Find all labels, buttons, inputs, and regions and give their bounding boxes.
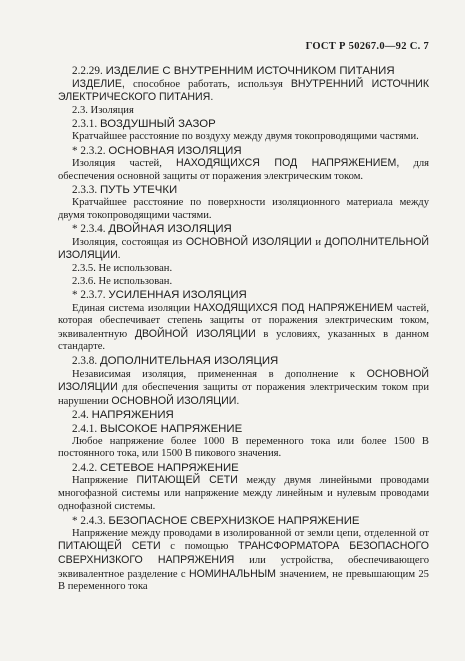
section-heading bbox=[58, 65, 429, 78]
text-run: Единая система изоляции bbox=[72, 302, 194, 314]
text-run: 2.3.1. bbox=[72, 118, 100, 131]
text-run: 2.4.1. bbox=[72, 423, 100, 436]
section-heading bbox=[58, 145, 429, 158]
defined-term: ОСНОВНОЙ ИЗОЛЯЦИИ. bbox=[111, 394, 240, 407]
defined-term: НАХОДЯЩИХСЯ ПОД НАПРЯЖЕНИЕМ, bbox=[176, 157, 400, 170]
text-run: * 2.3.4. bbox=[72, 223, 109, 236]
section-heading bbox=[58, 223, 429, 236]
paragraph bbox=[58, 302, 429, 354]
text-run: для обеспечения защиты от поражения электрическим током при нарушении bbox=[58, 382, 429, 407]
defined-term: НАХОДЯЩИХСЯ ПОД НАПРЯЖЕНИЕМ bbox=[193, 301, 393, 314]
section-heading bbox=[58, 355, 429, 368]
section-heading bbox=[58, 289, 429, 302]
text-run: Любое напряжение более 1000 В переменного тока или более 1500 В постоянного тока, или 1500 В пикового значения. bbox=[58, 435, 429, 460]
defined-term: УСИЛЕННАЯ ИЗОЛЯЦИЯ bbox=[108, 289, 247, 302]
text-run: способное работать, используя bbox=[133, 78, 291, 90]
text-run: * 2.3.7. bbox=[72, 289, 109, 302]
text-run: Кратчайшее расстояние по воздуху между двумя токопроводящими частями. bbox=[72, 130, 419, 142]
defined-term: БЕЗОПАСНОЕ СВЕРХНИЗКОЕ НАПРЯЖЕНИЕ bbox=[108, 515, 360, 528]
text-run: * 2.3.2. bbox=[72, 144, 109, 157]
text-run: значением, не превышающим 25 В переменного тока bbox=[58, 568, 429, 593]
text-run: 2.3.5. Не использован. bbox=[72, 262, 173, 274]
text-run: Изоляция частей, bbox=[72, 158, 177, 170]
defined-term: ДВОЙНАЯ ИЗОЛЯЦИЯ bbox=[108, 223, 232, 236]
defined-term: СЕТЕВОЕ НАПРЯЖЕНИЕ bbox=[99, 461, 239, 474]
section-heading bbox=[58, 409, 429, 422]
paragraph bbox=[58, 236, 429, 263]
paragraph bbox=[58, 474, 429, 513]
defined-term: ВОЗДУШНЫЙ ЗАЗОР bbox=[99, 118, 216, 131]
section-heading bbox=[58, 462, 429, 475]
text-run: 2.3.3. bbox=[72, 184, 100, 197]
paragraph bbox=[58, 368, 429, 409]
paragraph bbox=[58, 197, 429, 222]
section-heading bbox=[58, 515, 429, 528]
paragraph bbox=[58, 78, 429, 105]
defined-term: ВНУТРЕННИЙ ИСТОЧНИК ЭЛЕКТРИЧЕСКОГО ПИТАНИЯ. bbox=[58, 77, 429, 104]
text-run: между двумя линейными проводами многофазной системы или напряжение между линейным и нулевым проводами однофазной системы. bbox=[58, 475, 429, 512]
defined-term: ДВОЙНОЙ ИЗОЛЯЦИИ bbox=[134, 327, 256, 340]
defined-term: ИЗДЕЛИЕ С ВНУТРЕННИМ ИСТОЧНИКОМ ПИТАНИЯ bbox=[105, 65, 395, 77]
text-run: 2.4.2. bbox=[72, 461, 100, 474]
text-run: Изоляция, состоящая из bbox=[72, 236, 186, 248]
defined-term: ОСНОВНАЯ ИЗОЛЯЦИЯ bbox=[108, 144, 242, 157]
text-run: 2.4. bbox=[72, 409, 92, 422]
paragraph bbox=[58, 276, 429, 289]
defined-term: ОСНОВНОЙ ИЗОЛЯЦИИ bbox=[58, 367, 429, 394]
text-run: для обеспечения основной защиты от поражения электрическим током. bbox=[58, 158, 429, 182]
defined-term: ОСНОВНОЙ ИЗОЛЯЦИИ bbox=[185, 235, 312, 248]
text-run: Напряжение между проводами в изолированной от земли цепи, отделенной от bbox=[72, 527, 429, 539]
text-run: Кратчайшее расстояние по поверхности изоляционного материала между двумя токопроводящими частями. bbox=[58, 196, 429, 221]
paragraph bbox=[58, 157, 429, 183]
text-run: и bbox=[311, 236, 325, 248]
text-run: в условиях, указанных в данном стандарте. bbox=[58, 328, 429, 353]
defined-term: ТРАНСФОРМАТОРА БЕЗОПАСНОГО СВЕРХНИЗКОГО НАПРЯЖЕНИЯ bbox=[58, 540, 429, 566]
defined-term: ПИТАЮЩЕЙ СЕТИ bbox=[136, 474, 238, 487]
section-heading bbox=[58, 423, 429, 436]
defined-term: ПИТАЮЩЕЙ СЕТИ bbox=[58, 540, 161, 553]
section-heading bbox=[58, 118, 429, 131]
text-run: Независимая изоляция, примененная в дополнение к bbox=[72, 368, 367, 380]
text-run: 2.2.29. bbox=[72, 65, 106, 77]
text-run: частей, которая обеспечивает степень защиты от поражения электрическим током, эквивалентную bbox=[58, 302, 429, 340]
paragraph bbox=[58, 263, 429, 276]
defined-term: ДОПОЛНИТЕЛЬНОЙ ИЗОЛЯЦИИ. bbox=[58, 235, 429, 262]
defined-term: ПУТЬ УТЕЧКИ bbox=[99, 184, 178, 197]
paragraph bbox=[58, 528, 429, 594]
text-run: Напряжение bbox=[72, 475, 137, 487]
page-header: ГОСТ Р 50267.0—92 С. 7 bbox=[305, 41, 429, 52]
defined-term: ИЗДЕЛИЕ, bbox=[72, 77, 134, 90]
text-run: 2.3.6. Не использован. bbox=[72, 275, 173, 287]
text-run: с помощью bbox=[160, 541, 239, 553]
text-run: 2.3.8. bbox=[72, 355, 100, 368]
document-body bbox=[58, 64, 429, 594]
defined-term: НАПРЯЖЕНИЯ bbox=[91, 409, 174, 422]
paragraph bbox=[58, 105, 429, 118]
defined-term: НОМИНАЛЬНЫМ bbox=[188, 567, 276, 580]
paragraph bbox=[58, 436, 429, 461]
paragraph bbox=[58, 131, 429, 144]
text-run: * 2.4.3. bbox=[72, 515, 109, 528]
defined-term: ДОПОЛНИТЕЛЬНАЯ ИЗОЛЯЦИЯ bbox=[99, 355, 279, 368]
defined-term: ВЫСОКОЕ НАПРЯЖЕНИЕ bbox=[99, 423, 243, 436]
text-run: или устройства, обеспечивающего эквивалентное разделение с bbox=[58, 554, 429, 580]
section-heading bbox=[58, 184, 429, 197]
text-run: 2.3. Изоляция bbox=[72, 104, 134, 116]
